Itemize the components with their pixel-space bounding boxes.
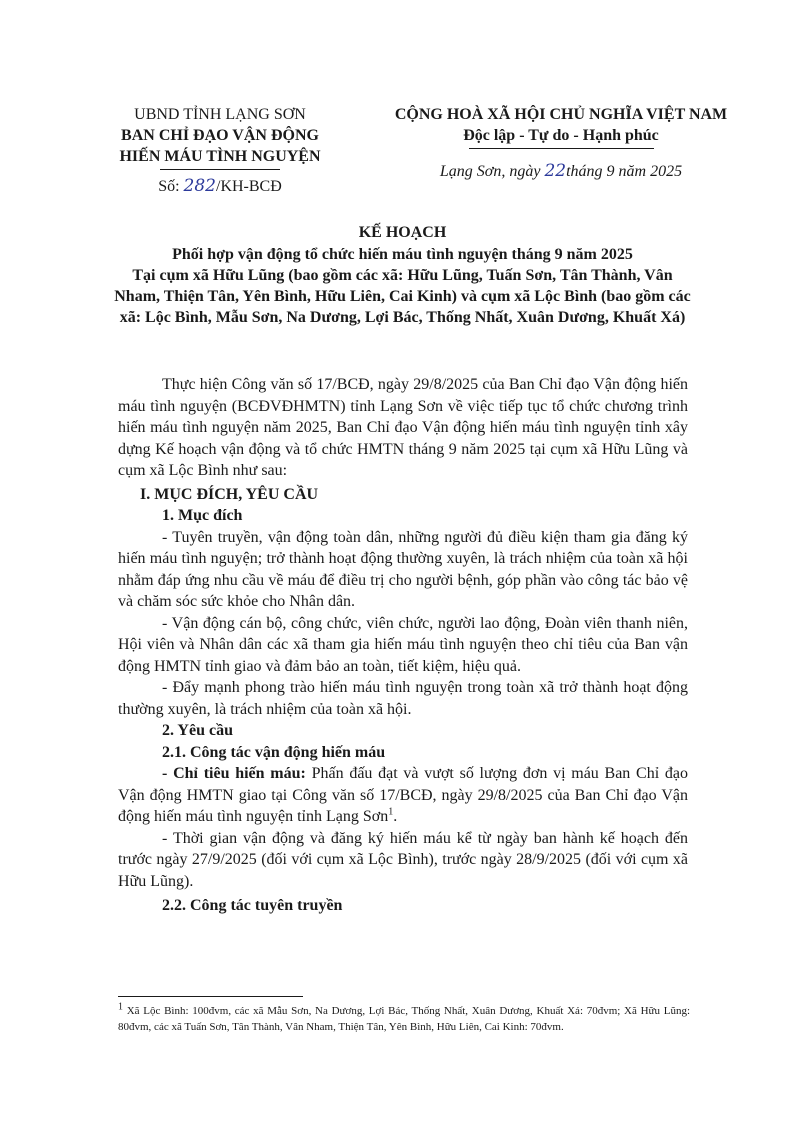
footnote bbox=[118, 1003, 690, 1035]
section-heading-1: I. MỤC ĐÍCH, YÊU CẦU bbox=[140, 485, 319, 503]
intro-paragraph: Thực hiện Công văn số 17/BCĐ, ngày 29/8/2025 của Ban Chỉ đạo Vận động hiến máu tình nguyện (BCĐVĐHMTN) tỉnh Lạng Sơn về việc tiếp tục tổ chức chương trình hiến máu tình nguyện năm 2025, Ban Chỉ đạo Vận động hiến máu tình nguyện tỉnh xây dựng Kế hoạch vận động và tổ chức HMTN tháng 9 năm 2025 tại cụm xã Hữu Lũng và cụm xã Lộc Bình như sau: bbox=[118, 376, 688, 479]
agency-parent: UBND TỈNH LẠNG SƠN bbox=[134, 106, 306, 123]
agency-name-line2: HIẾN MÁU TÌNH NGUYỆN bbox=[119, 148, 321, 165]
doc-number-handwritten: 282 bbox=[183, 176, 216, 196]
date-suffix: tháng 9 năm 2025 bbox=[566, 163, 683, 180]
agency-name-line1: BAN CHỈ ĐẠO VẬN ĐỘNG bbox=[121, 127, 319, 144]
national-motto: Độc lập - Tự do - Hạnh phúc bbox=[463, 127, 659, 144]
doc-number-suffix: /KH-BCĐ bbox=[216, 178, 282, 195]
title-line1: Phối hợp vận động tổ chức hiến máu tình nguyện tháng 9 năm 2025 bbox=[172, 246, 633, 263]
date-prefix: Lạng Sơn, ngày bbox=[439, 163, 545, 180]
agency-underline bbox=[160, 169, 280, 170]
national-title: CỘNG HOÀ XÃ HỘI CHỦ NGHĨA VIỆT NAM bbox=[394, 106, 728, 123]
document-title-block bbox=[110, 222, 695, 328]
purpose-item-1: - Tuyên truyền, vận động toàn dân, những người đủ điều kiện tham gia đăng ký hiến máu tình nguyện; trở thành hoạt động thường xuyên, là trách nhiệm của toàn xã hội nhằm đáp ứng nhu cầu về máu để điều trị cho người bệnh, góp phần vào công tác bảo vệ và chăm sóc sức khỏe cho Nhân dân. bbox=[118, 528, 688, 610]
target-label: - Chỉ tiêu hiến máu: bbox=[162, 765, 306, 782]
footnote-text: Xã Lộc Bình: 100đvm, các xã Mẫu Sơn, Na Dương, Lợi Bác, Thống Nhất, Xuân Dương, Khuất Xá: 70đvm; Xã Hữu Lũng: 80đvm, các xã Tuấn Sơn, Tân Thành, Vân Nham, Thiện Tân, Yên Bình, Hữu Liên, Cai Kinh: 70đvm. bbox=[118, 1005, 690, 1033]
purpose-item-2: - Vận động cán bộ, công chức, viên chức, người lao động, Đoàn viên thanh niên, Hội viên và Nhân dân các xã tham gia hiến máu tình nguyện theo chỉ tiêu của Ban vận động HMTN tỉnh giao và đảm bảo an toàn, tiết kiệm, hiệu quả. bbox=[118, 614, 688, 675]
subsection-heading-purpose: 1. Mục đích bbox=[162, 507, 243, 524]
issuing-agency-block bbox=[85, 104, 355, 197]
subsection-heading-propaganda: 2.2. Công tác tuyên truyền bbox=[162, 897, 343, 914]
footnote-marker: 1 bbox=[118, 1001, 123, 1013]
document-body bbox=[118, 374, 688, 917]
date-day-handwritten: 22 bbox=[544, 161, 567, 181]
target-end: . bbox=[393, 808, 398, 825]
footnote-divider bbox=[118, 996, 303, 997]
purpose-item-3: - Đẩy mạnh phong trào hiến máu tình nguyện trong toàn xã trở thành hoạt động thường xuyên, là trách nhiệm của toàn xã hội. bbox=[118, 679, 688, 718]
issue-date bbox=[362, 161, 760, 182]
doc-number-prefix: Số: bbox=[158, 178, 184, 195]
time-paragraph: - Thời gian vận động và đăng ký hiến máu kể từ ngày ban hành kế hoạch đến trước ngày 27/9/2025 (đối với cụm xã Lộc Bình), trước ngày 28/9/2025 (đối với cụm xã Hữu Lũng). bbox=[118, 829, 688, 890]
title-line2: Tại cụm xã Hữu Lũng (bao gồm các xã: Hữu Lũng, Tuấn Sơn, Tân Thành, Vân Nham, Thiện Tân, Yên Bình, Hữu Liên, Cai Kinh) và cụm xã Lộc Bình (bao gồm các xã: Lộc Bình, Mẫu Sơn, Na Dương, Lợi Bác, Thống Nhất, Xuân Dương, Khuất Xá) bbox=[114, 267, 691, 326]
motto-underline bbox=[469, 148, 654, 149]
document-type: KẾ HOẠCH bbox=[358, 224, 447, 241]
subsection-heading-requirements: 2. Yêu cầu bbox=[162, 722, 233, 739]
national-header-block bbox=[362, 104, 760, 182]
target-text: Phấn đấu đạt và vượt số lượng đơn vị máu Ban Chỉ đạo Vận động HMTN giao tại Công văn số 17/BCĐ, ngày 29/8/2025 của Ban Chỉ đạo Vận động hiến máu tình nguyện tỉnh Lạng Sơn bbox=[118, 765, 688, 825]
subsection-heading-mobilization: 2.1. Công tác vận động hiến máu bbox=[162, 743, 386, 761]
document-number bbox=[85, 176, 355, 197]
footnote-ref: 1 bbox=[388, 806, 394, 818]
target-paragraph bbox=[118, 763, 688, 828]
